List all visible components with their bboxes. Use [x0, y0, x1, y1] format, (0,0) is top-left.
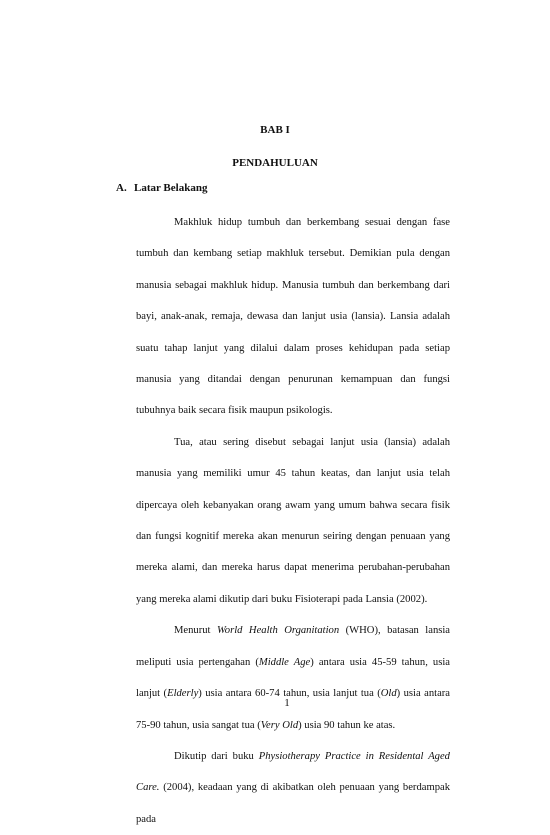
- chapter-number: BAB I: [260, 124, 290, 136]
- paragraph-3-italic-very-old: Very Old: [260, 719, 299, 731]
- section-label: A.: [116, 182, 127, 194]
- paragraph-2: Tua, atau sering disebut sebagai lanjut usia (lansia) adalah manusia yang memiliki umur 45 tahun keatas, dan lanjut usia telah dipercaya oleh kebanyakan orang awam yang umum bahwa secara fisik dan fungsi kognitif mereka akan menurun seiring dengan penuaan yang mereka alami, dan mereka harus dapat menerima perubahan-perubahan yang mereka alami dikutip dari buku Fisioterapi pada Lansia (2002).: [136, 436, 450, 605]
- paragraph-4-text: (2004), keadaan yang di akibatkan oleh penuaan yang berdampak pada: [136, 782, 450, 825]
- paragraph-3-text: Menurut: [174, 625, 217, 637]
- page-number: 1: [284, 697, 290, 709]
- section-heading: [116, 182, 207, 194]
- paragraph-4-italic-book-title: Physiotherapy Practice in Residental Aged Care.: [136, 750, 450, 794]
- paragraph-3-italic-who: World Health Organitation: [216, 625, 340, 637]
- paragraph-4: [136, 741, 450, 835]
- paragraph-3-text: (WHO), batasan lansia meliputi usia pertengahan (: [136, 625, 451, 668]
- paragraph-3-italic-elderly: Elderly: [167, 688, 199, 700]
- paragraph-3-italic-old: Old: [380, 688, 397, 700]
- paragraph-3-text: ) usia antara 75-90 tahun, usia sangat tua (: [136, 688, 451, 731]
- paragraph-3-italic-middle-age: Middle Age: [258, 656, 311, 668]
- body-text: [136, 207, 450, 835]
- paragraph-3-text: ) usia antara 60-74 tahun, usia lanjut tua (: [198, 688, 381, 700]
- chapter-title: PENDAHULUAN: [232, 157, 318, 169]
- paragraph-3: [136, 615, 450, 741]
- section-title: Latar Belakang: [134, 182, 208, 194]
- paragraph-3-text: ) usia 90 tahun ke atas.: [298, 719, 396, 731]
- paragraph-3-text: ) antara usia 45-59 tahun, usia lanjut (: [136, 656, 450, 700]
- paragraph-4-text: Dikutip dari buku: [174, 750, 259, 762]
- paragraph-1: Makhluk hidup tumbuh dan berkembang sesuai dengan fase tumbuh dan kembang setiap makhluk tersebut. Demikian pula dengan manusia sebagai makhluk hidup. Manusia tumbuh dan berkembang dari bayi, anak-anak, remaja, dewasa dan lanjut usia (lansia). Lansia adalah suatu tahap lanjut yang dilalui dalam proses kehidupan pada setiap manusia yang ditandai dengan penurunan kemampuan dan fungsi tubuhnya baik secara fisik maupun psikologis.: [136, 217, 450, 417]
